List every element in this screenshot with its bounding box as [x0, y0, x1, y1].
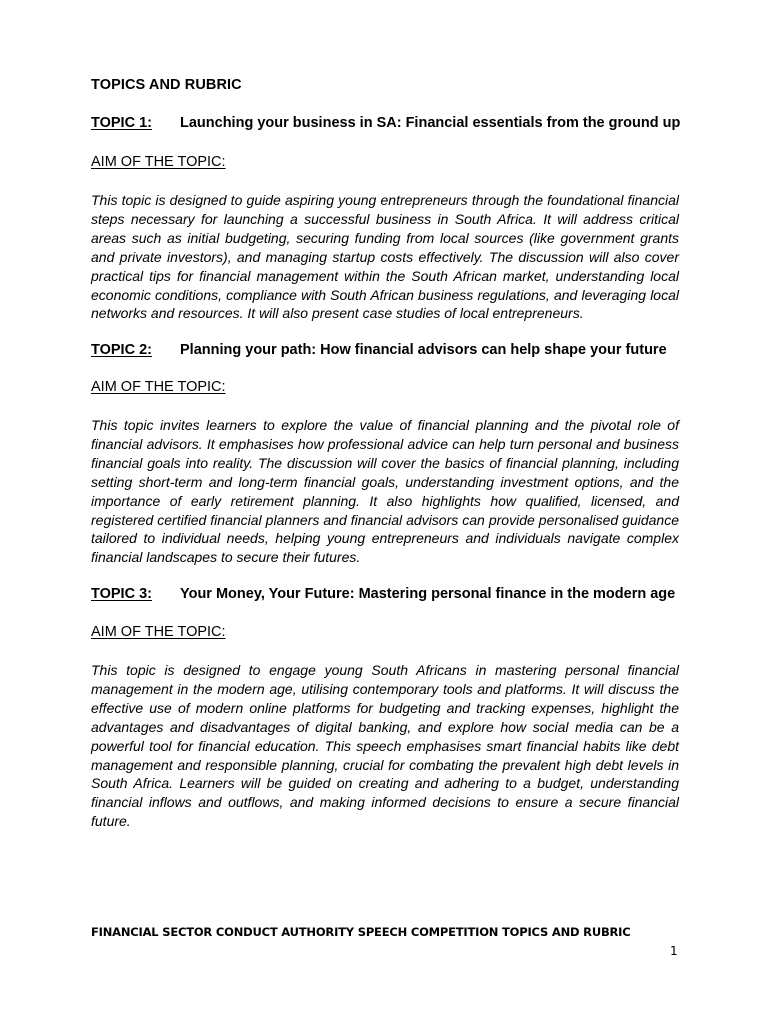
document-title: TOPICS AND RUBRIC	[91, 77, 242, 93]
topic-3-title: Your Money, Your Future: Mastering personal finance in the modern age	[180, 586, 676, 602]
page-number: 1	[670, 944, 678, 958]
topic-1-label: TOPIC 1:	[91, 115, 152, 131]
topic-1-title: Launching your business in SA: Financial essentials from the ground up	[180, 115, 681, 131]
topic-3-heading	[91, 586, 675, 602]
topic-2-heading	[91, 342, 667, 358]
topic-1-description: This topic is designed to guide aspiring young entrepreneurs through the foundational financial steps necessary for launching a successful business in South Africa. It will address critical areas such as initial budgeting, securing funding from local sources (like government grants and private investors), and managing startup costs effectively. The discussion will also cover practical tips for financial management within the South African market, understanding local economic conditions, compliance with South African business regulations, and leveraging local networks and resources. It will also present case studies of local entrepreneurs.	[91, 192, 679, 322]
topic-2-aim-heading: AIM OF THE TOPIC:	[91, 379, 226, 395]
topic-3-aim-heading: AIM OF THE TOPIC:	[91, 624, 226, 640]
topic-2-description: This topic invites learners to explore the value of financial planning and the pivotal role of financial advisors. It emphasises how professional advice can help turn personal and business financial goals into reality. The discussion will cover the basics of financial planning, including setting short-term and long-term financial goals, understanding investment options, and the importance of early retirement planning. It also highlights how qualified, licensed, and registered certified financial planners and financial advisors can provide personalised guidance tailored to individual needs, helping young entrepreneurs and individuals navigate complex financial landscapes to secure their futures.	[91, 417, 679, 566]
topic-1-heading	[91, 115, 680, 131]
topic-1-aim-heading: AIM OF THE TOPIC:	[91, 154, 226, 170]
topic-3-label: TOPIC 3:	[91, 586, 152, 602]
topic-2-label: TOPIC 2:	[91, 342, 152, 358]
topic-3-description: This topic is designed to engage young South Africans in mastering personal financial management in the modern age, utilising contemporary tools and platforms. It will discuss the effective use of modern online platforms for budgeting and tracking expenses, highlight the advantages and disadvantages of digital banking, and explore how social media can be a powerful tool for financial education. This speech emphasises smart financial habits like debt management and responsible planning, crucial for combating the prevalent high debt levels in South Africa. Learners will be guided on creating and adhering to a budget, understanding financial inflows and outflows, and making informed decisions to ensure a secure financial future.	[91, 662, 679, 830]
topic-2-title: Planning your path: How financial advisors can help shape your future	[180, 342, 667, 358]
page-footer: FINANCIAL SECTOR CONDUCT AUTHORITY SPEECH COMPETITION TOPICS AND RUBRIC	[91, 925, 631, 939]
